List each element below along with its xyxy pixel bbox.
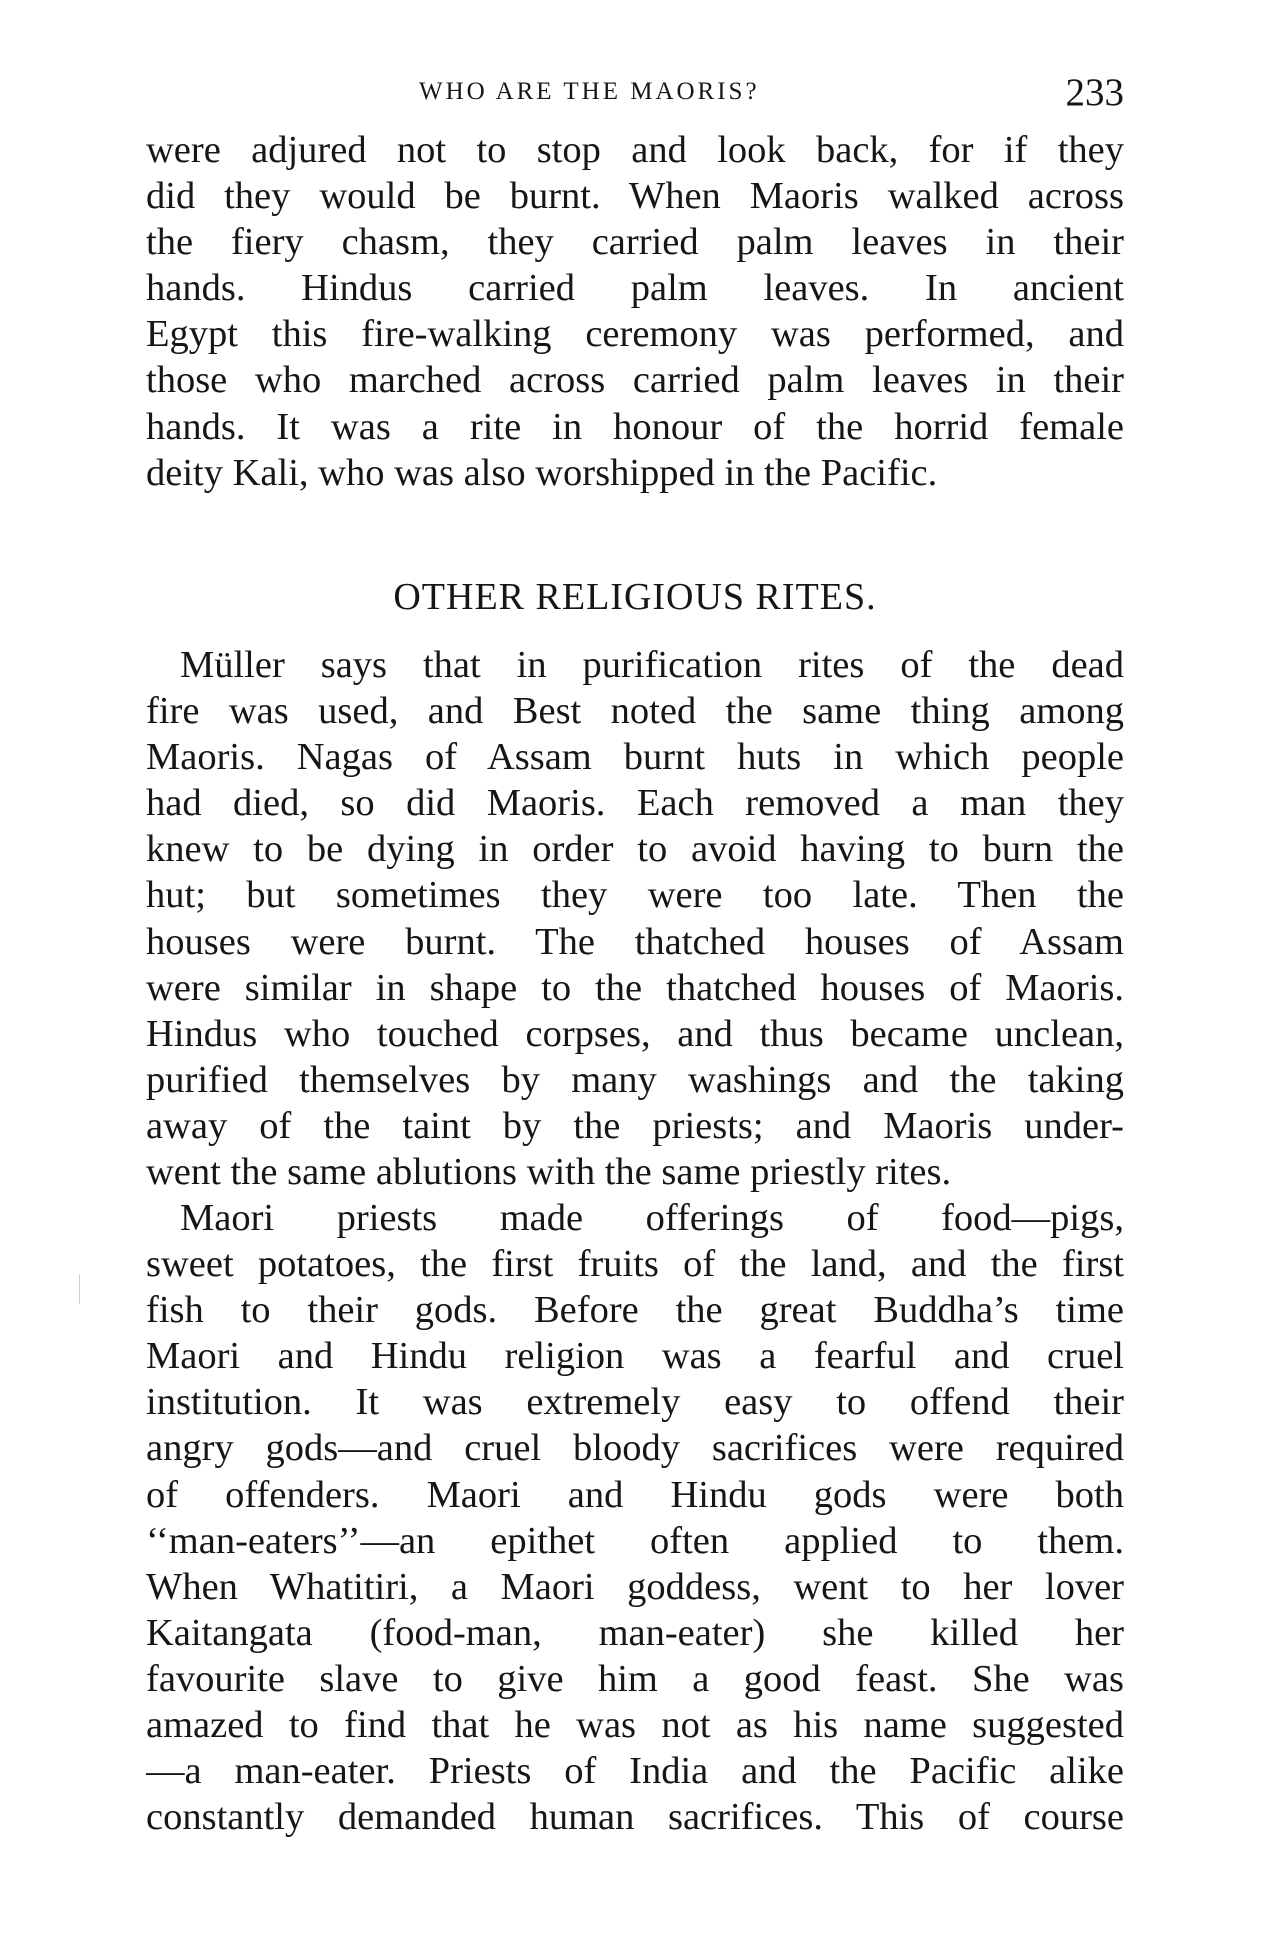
text-line: Hindus who touched corpses, and thus became unclean, [146, 1012, 1124, 1055]
running-title: WHO ARE THE MAORIS? [419, 78, 760, 105]
text-line: were similar in shape to the thatched houses of Maoris. [146, 966, 1124, 1009]
text-line: —a man-eater. Priests of India and the Pacific alike [146, 1750, 1124, 1793]
text-line: houses were burnt. The thatched houses of Assam [146, 920, 1124, 963]
text-line: amazed to find that he was not as his name suggested [146, 1704, 1124, 1747]
text-line: purified themselves by many washings and the taking [146, 1058, 1124, 1101]
text-line: Kaitangata (food-man, man-eater) she killed her [146, 1611, 1124, 1654]
text-line: angry gods—and cruel bloody sacrifices were required [146, 1427, 1124, 1470]
text-line: Maori priests made offerings of food—pigs, [180, 1197, 1124, 1239]
text-line: Maoris. Nagas of Assam burnt huts in which people [146, 736, 1124, 779]
text-line: had died, so did Maoris. Each removed a man they [146, 782, 1124, 825]
text-line: constantly demanded human sacrifices. This of course [146, 1796, 1124, 1839]
text-line: Maori and Hindu religion was a fearful and cruel [146, 1335, 1124, 1378]
text-line: the fiery chasm, they carried palm leaves in their [146, 221, 1124, 264]
text-line: of offenders. Maori and Hindu gods were both [146, 1473, 1124, 1516]
text-line: were adjured not to stop and look back, for if they [146, 129, 1124, 171]
section-heading: OTHER RELIGIOUS RITES. [393, 576, 877, 618]
text-line: fish to their gods. Before the great Buddha’s time [146, 1289, 1124, 1332]
text-line: deity Kali, who was also worshipped in the Pacific. [146, 451, 938, 494]
paragraph-fire-walking [146, 127, 1124, 496]
text-line: When Whatitiri, a Maori goddess, went to her lover [146, 1565, 1124, 1608]
text-line: those who marched across carried palm leaves in their [146, 359, 1124, 402]
text-line: institution. It was extremely easy to offend their [146, 1381, 1124, 1424]
scan-margin-mark [79, 1274, 80, 1304]
text-line: went the same ablutions with the same priestly rites. [146, 1151, 952, 1194]
paragraph-priestly-offerings [146, 1195, 1124, 1840]
text-line: did they would be burnt. When Maoris walked across [146, 175, 1124, 218]
text-line: favourite slave to give him a good feast. She was [146, 1657, 1124, 1700]
text-line: Egypt this fire-walking ceremony was performed, and [146, 313, 1124, 356]
text-line: fire was used, and Best noted the same thing among [146, 690, 1124, 733]
text-line: away of the taint by the priests; and Maoris under- [146, 1104, 1124, 1147]
text-line: knew to be dying in order to avoid having to burn the [146, 828, 1124, 871]
text-line: hut; but sometimes they were too late. Then the [146, 874, 1124, 917]
running-head [146, 70, 1124, 120]
text-line: hands. Hindus carried palm leaves. In ancient [146, 267, 1124, 310]
text-line: hands. It was a rite in honour of the horrid female [146, 405, 1124, 448]
page-number: 233 [1065, 71, 1124, 114]
text-line: ‘‘man-eaters’’—an epithet often applied to them. [146, 1519, 1124, 1562]
text-line: Müller says that in purification rites of the dead [180, 644, 1124, 686]
text-line: sweet potatoes, the first fruits of the land, and the first [146, 1243, 1124, 1286]
paragraph-purification-rites [146, 642, 1124, 1195]
